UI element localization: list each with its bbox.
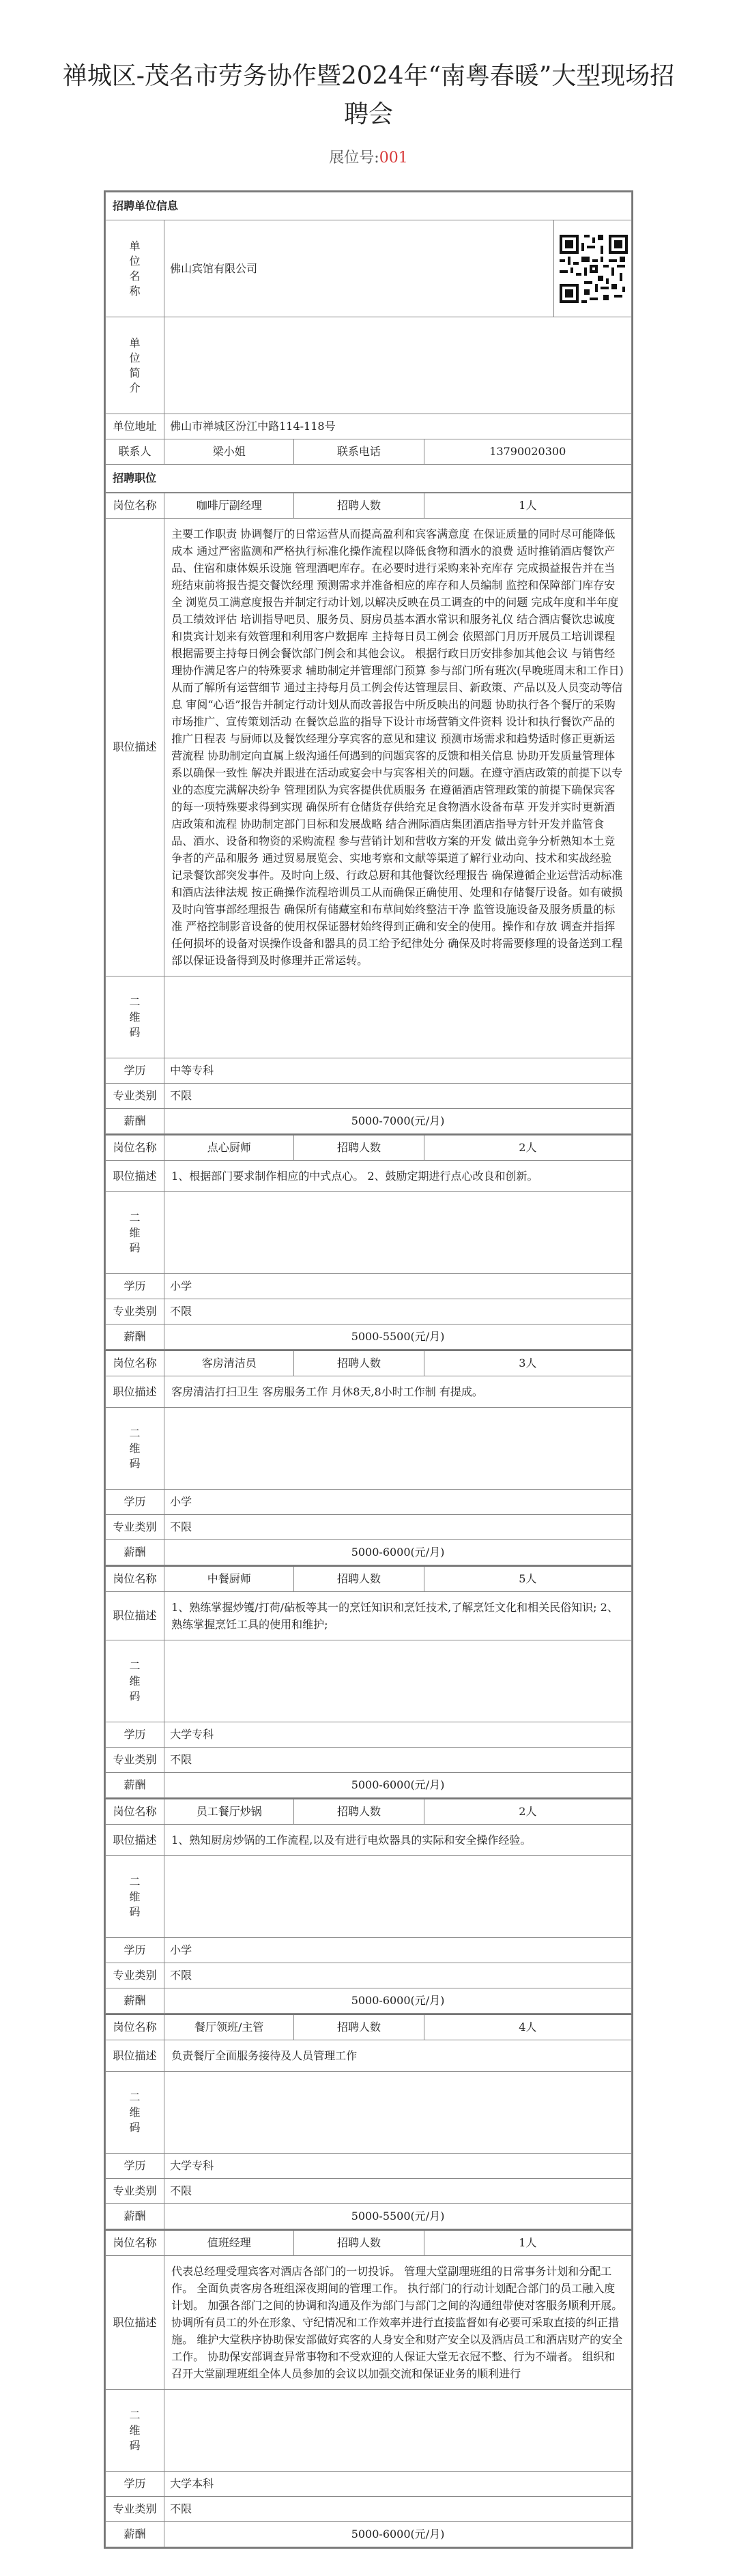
position-count: 3人 (424, 1350, 631, 1376)
position-desc-row (106, 2256, 632, 2390)
position-education-row (106, 2154, 632, 2179)
education-label: 学历 (106, 1490, 164, 1515)
position-header-row (106, 2014, 632, 2040)
position-salary: 5000-5500(元/月) (164, 1325, 632, 1350)
positions-section-title: 招聘职位 (106, 465, 632, 493)
position-major: 不限 (164, 2497, 632, 2522)
count-label: 招聘人数 (294, 1566, 424, 1592)
position-table (105, 1134, 632, 1350)
position-major-row (106, 1515, 632, 1540)
desc-label: 职位描述 (106, 2040, 164, 2072)
major-label: 专业类别 (106, 1299, 164, 1325)
major-label: 专业类别 (106, 1963, 164, 1988)
position-count: 1人 (424, 2230, 631, 2256)
salary-label: 薪酬 (106, 2204, 164, 2229)
education-label: 学历 (106, 1722, 164, 1748)
major-label: 专业类别 (106, 1084, 164, 1109)
qr-label: 二维码 (106, 1856, 164, 1938)
booth-number-value: 001 (379, 149, 408, 167)
position-education: 小学 (164, 1938, 632, 1963)
position-label: 岗位名称 (106, 493, 164, 519)
address-label: 单位地址 (106, 414, 164, 439)
position-qr-row (106, 2072, 632, 2154)
position-count: 5人 (424, 1566, 631, 1592)
major-label: 专业类别 (106, 2179, 164, 2204)
salary-label: 薪酬 (106, 1109, 164, 1134)
position-table (105, 2229, 632, 2547)
qr-label: 二维码 (106, 2390, 164, 2472)
major-label: 专业类别 (106, 2497, 164, 2522)
position-qr-row (106, 1408, 632, 1490)
contact-phone: 13790020300 (424, 439, 631, 465)
position-major: 不限 (164, 2179, 632, 2204)
position-major-row (106, 1299, 632, 1325)
position-education: 大学本科 (164, 2472, 632, 2497)
position-major: 不限 (164, 1299, 632, 1325)
education-label: 学历 (106, 1274, 164, 1299)
position-count: 4人 (424, 2014, 631, 2040)
company-intro (164, 317, 632, 414)
position-name: 客房清洁员 (164, 1350, 294, 1376)
position-table (105, 1350, 632, 1565)
major-label: 专业类别 (106, 1748, 164, 1773)
position-desc-row (106, 1825, 632, 1856)
position-desc: 1、熟知厨房炒锅的工作流程,以及有进行电炊器具的实际和安全操作经验。 (164, 1825, 632, 1856)
education-label: 学历 (106, 2472, 164, 2497)
position-salary: 5000-6000(元/月) (164, 1773, 632, 1798)
position-desc-row (106, 1376, 632, 1408)
desc-label: 职位描述 (106, 1161, 164, 1192)
qr-code-icon (560, 235, 628, 303)
position-header-row (106, 1135, 632, 1161)
company-address: 佛山市禅城区汾江中路114-118号 (164, 414, 632, 439)
position-header-row (106, 1566, 632, 1592)
position-desc: 负责餐厅全面服务接待及人员管理工作 (164, 2040, 632, 2072)
position-desc: 代表总经理受理宾客对酒店各部门的一切投诉。 管理大堂副理班组的日常事务计划和分配工作。 全面负责客房各班组深夜期间的管理工作。 执行部门的行动计划配合部门的员工融入度计划。 加强各部门之间的协调和沟通及作为部门与部门之间的沟通纽带使对客服务顺利开展。 协调所有员工的外在形象、守纪情况和工作效率并进行直接监督如有必要可采取直接的纠正措施。 维护大堂秩序协助保安部做好宾客的人身安全和财产安全以及酒店员工和酒店财产的安全工作。 协助保安部调查异常事物和不受欢迎的人保证大堂无衣冠不整、行为不端者。 组织和召开大堂副理班组全体人员参加的会议以加强交流和保证业务的顺利进行 (164, 2256, 632, 2390)
recruitment-form (104, 190, 633, 2549)
count-label: 招聘人数 (294, 2230, 424, 2256)
position-label: 岗位名称 (106, 2014, 164, 2040)
position-label: 岗位名称 (106, 1566, 164, 1592)
desc-label: 职位描述 (106, 519, 164, 976)
position-qr-cell (164, 2390, 632, 2472)
company-name: 佛山宾馆有限公司 (164, 220, 554, 317)
position-salary-row (106, 1773, 632, 1798)
company-section-title: 招聘单位信息 (106, 192, 632, 220)
position-qr-cell (164, 1856, 632, 1938)
position-desc-row (106, 2040, 632, 2072)
position-education-row (106, 1274, 632, 1299)
position-salary: 5000-6000(元/月) (164, 1988, 632, 2014)
position-table (105, 493, 632, 1134)
salary-label: 薪酬 (106, 1773, 164, 1798)
position-desc-row (106, 1592, 632, 1640)
qr-label: 二维码 (106, 2072, 164, 2154)
position-education-row (106, 1490, 632, 1515)
position-qr-row (106, 1192, 632, 1274)
position-header-row (106, 1350, 632, 1376)
booth-number (0, 146, 737, 167)
salary-label: 薪酬 (106, 1540, 164, 1565)
position-name: 员工餐厅炒锅 (164, 1799, 294, 1825)
qr-label: 二维码 (106, 1640, 164, 1722)
count-label: 招聘人数 (294, 1135, 424, 1161)
position-qr-cell (164, 976, 632, 1058)
position-salary-row (106, 1540, 632, 1565)
position-qr-cell (164, 1408, 632, 1490)
position-major-row (106, 2497, 632, 2522)
qr-label: 二维码 (106, 976, 164, 1058)
position-salary: 5000-6000(元/月) (164, 1540, 632, 1565)
count-label: 招聘人数 (294, 2014, 424, 2040)
position-qr-cell (164, 2072, 632, 2154)
position-name: 值班经理 (164, 2230, 294, 2256)
position-name: 咖啡厅副经理 (164, 493, 294, 519)
company-info-table (105, 192, 632, 493)
position-desc: 1、熟练掌握炒镬/打荷/砧板等其一的烹饪知识和烹饪技术,了解烹饪文化和相关民俗知识; 2、熟练掌握烹饪工具的使用和维护; (164, 1592, 632, 1640)
position-education: 小学 (164, 1490, 632, 1515)
count-label: 招聘人数 (294, 1350, 424, 1376)
contact-name: 梁小姐 (164, 439, 294, 465)
position-desc: 1、根据部门要求制作相应的中式点心。 2、鼓励定期进行点心改良和创新。 (164, 1161, 632, 1192)
position-major-row (106, 1963, 632, 1988)
qr-label: 二维码 (106, 1408, 164, 1490)
position-education: 小学 (164, 1274, 632, 1299)
position-table (105, 2014, 632, 2229)
page-title: 禅城区-茂名市劳务协作暨2024年“南粤春暖”大型现场招聘会 (62, 62, 675, 128)
position-qr-row (106, 1640, 632, 1722)
position-desc: 客房清洁打扫卫生 客房服务工作 月休8天,8小时工作制 有提成。 (164, 1376, 632, 1408)
position-name: 餐厅领班/主管 (164, 2014, 294, 2040)
position-count: 2人 (424, 1799, 631, 1825)
desc-label: 职位描述 (106, 1825, 164, 1856)
count-label: 招聘人数 (294, 1799, 424, 1825)
position-major: 不限 (164, 1963, 632, 1988)
position-salary-row (106, 1109, 632, 1134)
position-qr-cell (164, 1640, 632, 1722)
company-intro-label: 单位简介 (106, 317, 164, 414)
qr-label: 二维码 (106, 1192, 164, 1274)
position-label: 岗位名称 (106, 1799, 164, 1825)
position-name: 中餐厨师 (164, 1566, 294, 1592)
position-salary: 5000-7000(元/月) (164, 1109, 632, 1134)
position-count: 2人 (424, 1135, 631, 1161)
desc-label: 职位描述 (106, 1376, 164, 1408)
position-major: 不限 (164, 1084, 632, 1109)
position-header-row (106, 1799, 632, 1825)
count-label: 招聘人数 (294, 493, 424, 519)
position-header-row (106, 493, 632, 519)
major-label: 专业类别 (106, 1515, 164, 1540)
booth-label: 展位号: (329, 149, 379, 167)
position-education-row (106, 1938, 632, 1963)
position-major-row (106, 1748, 632, 1773)
position-education: 大学专科 (164, 1722, 632, 1748)
company-qr-cell (553, 220, 631, 317)
position-label: 岗位名称 (106, 2230, 164, 2256)
position-major: 不限 (164, 1515, 632, 1540)
position-major-row (106, 1084, 632, 1109)
position-table (105, 1798, 632, 2014)
position-education-row (106, 1058, 632, 1084)
position-salary-row (106, 2522, 632, 2547)
phone-label: 联系电话 (294, 439, 424, 465)
salary-label: 薪酬 (106, 1325, 164, 1350)
position-desc-row (106, 1161, 632, 1192)
position-major: 不限 (164, 1748, 632, 1773)
contact-label: 联系人 (106, 439, 164, 465)
position-label: 岗位名称 (106, 1135, 164, 1161)
position-header-row (106, 2230, 632, 2256)
position-salary-row (106, 2204, 632, 2229)
position-name: 点心厨师 (164, 1135, 294, 1161)
position-qr-row (106, 2390, 632, 2472)
position-education: 大学专科 (164, 2154, 632, 2179)
position-desc: 主要工作职责 协调餐厅的日常运营从而提高盈利和宾客满意度 在保证质量的同时尽可能降低成本 通过严密监测和严格执行标准化操作流程以降低食物和酒水的浪费 适时推销酒店餐饮产品、住宿和康体娱乐设施 管理酒吧库存。在必要时进行采购来补充库存 完成损益报告并在当班结束前将报告提交餐饮经理 预测需求并准备相应的库存和人员编制 监控和保障部门库存安全 浏览员工满意度报告并制定行动计划,以解决反映在员工调查的中的问题 完成年度和半年度员工绩效评估 培训指导吧员、服务员、厨房员基本酒水常识和服务礼仪 结合酒店餐饮忠诚度和贵宾计划来有效管理和利用客户数据库 主持每日员工例会 依照部门月历开展员工培训课程 根据需要主持每日例会餐饮部门例会和其他会议。 根据行政日历安排参加其他会议 与销售经理协作满足客户的特殊要求 辅助制定并管理部门预算 参与部门所有班次(早晚班周末和工作日)从而了解所有运营细节 通过主持每月员工例会传达管理层目、新政策、产品以及人员变动等信息 审阅“心语”报告并制定行动计划从而改善报告中所反映出的问题 协助执行各个餐厅的采购市场推广、宣传策划活动 在餐饮总监的指导下设计市场营销文件资料 设计和执行餐饮产品的推广日程表 与厨师以及餐饮经理分享宾客的意见和建议 预测市场需求和趋势适时修正更新运营流程 协助制定向直属上级沟通任何遇到的问题宾客的反馈和相关信息 协助开发质量管理体系以确保一致性 解决并跟进在活动或宴会中与宾客相关的问题。在遵守酒店政策的前提下以专业的态度完满解决纷争 管理团队为宾客提供优质服务 在遵循酒店管理政策的前提下确保宾客的每一项特殊要求得到实现 确保所有仓储货存供给充足食物酒水设备布草 开发并实时更新酒店政策和流程 协助制定部门目标和发展战略 结合洲际酒店集团酒店指导方针开发并监管食品、酒水、设备和物资的采购流程 参与营销计划和营收方案的开发 做出竞争分析熟知本土竞争者的产品和服务 通过贸易展览会、实地考察和文献等渠道了解行业动向、技术和实战经验 记录餐饮部突发事件。及时向上级、行政总厨和其他餐饮经理报告 确保遵循企业运营活动标准和酒店法律法规 按正确操作流程培训员工从而确保正确使用、处理和存储餐厅设备。如有破损及时向管事部经理报告 确保所有储藏室和布草间始终整洁干净 监管设施设备及服务质量的标准 严格控制影音设备的使用权保证器材始终得到正确和安全的使用。操作和存放 调查并指挥任何损坏的设备对误操作设备和器具的员工给予纪律处分 确保及时将需要修理的设备送到工程部以保证设备得到及时修理并正常运转。 (164, 519, 632, 976)
position-education-row (106, 2472, 632, 2497)
position-label: 岗位名称 (106, 1350, 164, 1376)
education-label: 学历 (106, 1058, 164, 1084)
education-label: 学历 (106, 2154, 164, 2179)
position-education: 中等专科 (164, 1058, 632, 1084)
desc-label: 职位描述 (106, 2256, 164, 2390)
position-salary-row (106, 1988, 632, 2014)
position-salary: 5000-6000(元/月) (164, 2522, 632, 2547)
position-qr-row (106, 976, 632, 1058)
salary-label: 薪酬 (106, 2522, 164, 2547)
position-salary: 5000-5500(元/月) (164, 2204, 632, 2229)
education-label: 学历 (106, 1938, 164, 1963)
position-education-row (106, 1722, 632, 1748)
desc-label: 职位描述 (106, 1592, 164, 1640)
position-table (105, 1565, 632, 1798)
position-major-row (106, 2179, 632, 2204)
salary-label: 薪酬 (106, 1988, 164, 2014)
position-count: 1人 (424, 493, 631, 519)
company-name-label: 单位名称 (106, 220, 164, 317)
position-qr-row (106, 1856, 632, 1938)
position-desc-row (106, 519, 632, 976)
position-salary-row (106, 1325, 632, 1350)
position-qr-cell (164, 1192, 632, 1274)
positions-list (105, 493, 632, 2547)
